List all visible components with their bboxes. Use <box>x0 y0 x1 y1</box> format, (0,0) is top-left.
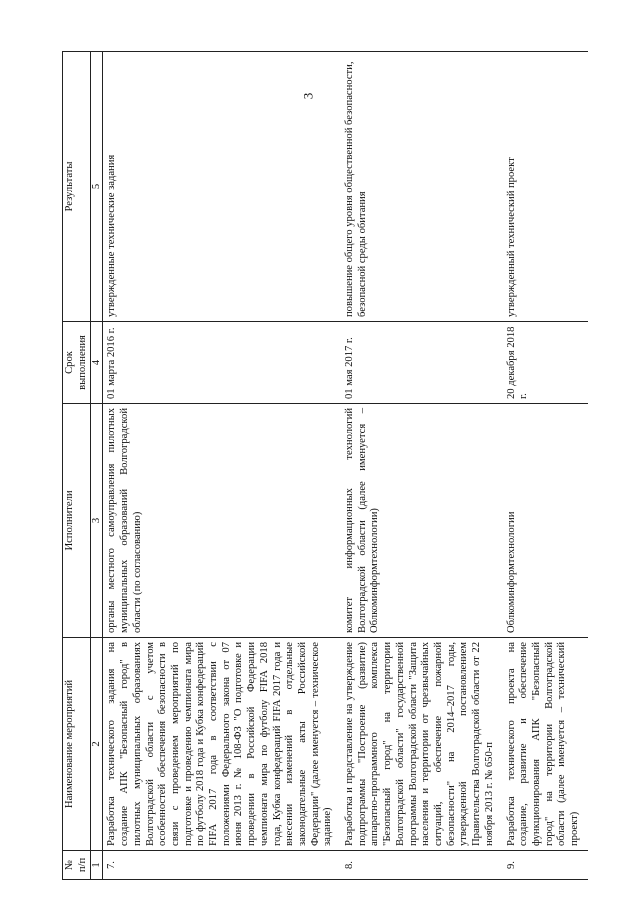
column-number: 3 <box>91 404 103 638</box>
measure-name: Разработка технического задания на создание АПК "Безопасный город" в пилотных муниципальных образованиях Волгоградской области с учетом особенностей обеспечения безопасности в связи с проведением мероприятий по подготовке и проведению чемпионата мира по футболу 2018 года и Кубка конфедераций FIFA 2017 года в соответствии с положениями Федерального закона от 07 июня 2013 г. № 108-ФЗ "О подготовке и проведении в Российской Федерации чемпионата мира по футболу FIFA 2018 года, Кубка конфедераций FIFA 2017 года и внесении изменений в отдельные законодательные акты Российской Федерации" (далее именуется – техническое задание) <box>103 638 341 851</box>
table-row <box>103 52 341 880</box>
column-number: 5 <box>91 52 103 322</box>
result: повышение общего уровня общественной безопасности, безопасной среды обитания <box>341 52 502 322</box>
table-row <box>341 52 502 880</box>
column-numbers-row <box>91 52 103 880</box>
deadline: 01 марта 2016 г. <box>103 322 341 404</box>
header-num: № п/п <box>63 851 91 880</box>
column-number: 2 <box>91 638 103 851</box>
result: утвержденный технический проект <box>503 52 588 322</box>
measure-name: Разработка технического проекта на создание, развитие и обеспечение функционирования АПК "Безопасный город" на территории Волгоградской области (далее именуется – технический проект) <box>503 638 588 851</box>
column-number: 4 <box>91 322 103 404</box>
measures-table <box>62 51 588 880</box>
row-number: 7. <box>103 851 341 880</box>
rotated-document <box>62 52 602 880</box>
executor: комитет информационных технологий Волгоградской области (далее именуется – Облкоминформтехнологии) <box>341 404 502 638</box>
result: утвержденные технические задания <box>103 52 341 322</box>
header-executor: Исполнители <box>63 404 91 638</box>
header-row <box>63 52 91 880</box>
executor: органы местного самоуправления пилотных муниципальных образований Волгоградской области (по согласованию) <box>103 404 341 638</box>
executor: Облкоминформтехнологии <box>503 404 588 638</box>
row-number: 9. <box>503 851 588 880</box>
header-result: Результаты <box>63 52 91 322</box>
header-name: Наименование мероприятий <box>63 638 91 851</box>
header-deadline: Срок выполнения <box>63 322 91 404</box>
table-row <box>503 52 588 880</box>
page-number: 3 <box>300 92 315 100</box>
column-number: 1 <box>91 851 103 880</box>
deadline: 01 мая 2017 г. <box>341 322 502 404</box>
row-number: 8. <box>341 851 502 880</box>
deadline: 20 декабря 2018 г. <box>503 322 588 404</box>
measure-name: Разработка и представление на утверждение подпрограммы "Построение (развитие) аппаратно-программного комплекса "Безопасный город" на территории Волгоградской области" государственной программы Волгоградской области "Защита населения и территории от чрезвычайных ситуаций, обеспечение пожарной безопасности" на 2014–2017 годы, утвержденной постановлением Правительства Волгоградской области от 22 ноября 2013 г. № 650-п <box>341 638 502 851</box>
